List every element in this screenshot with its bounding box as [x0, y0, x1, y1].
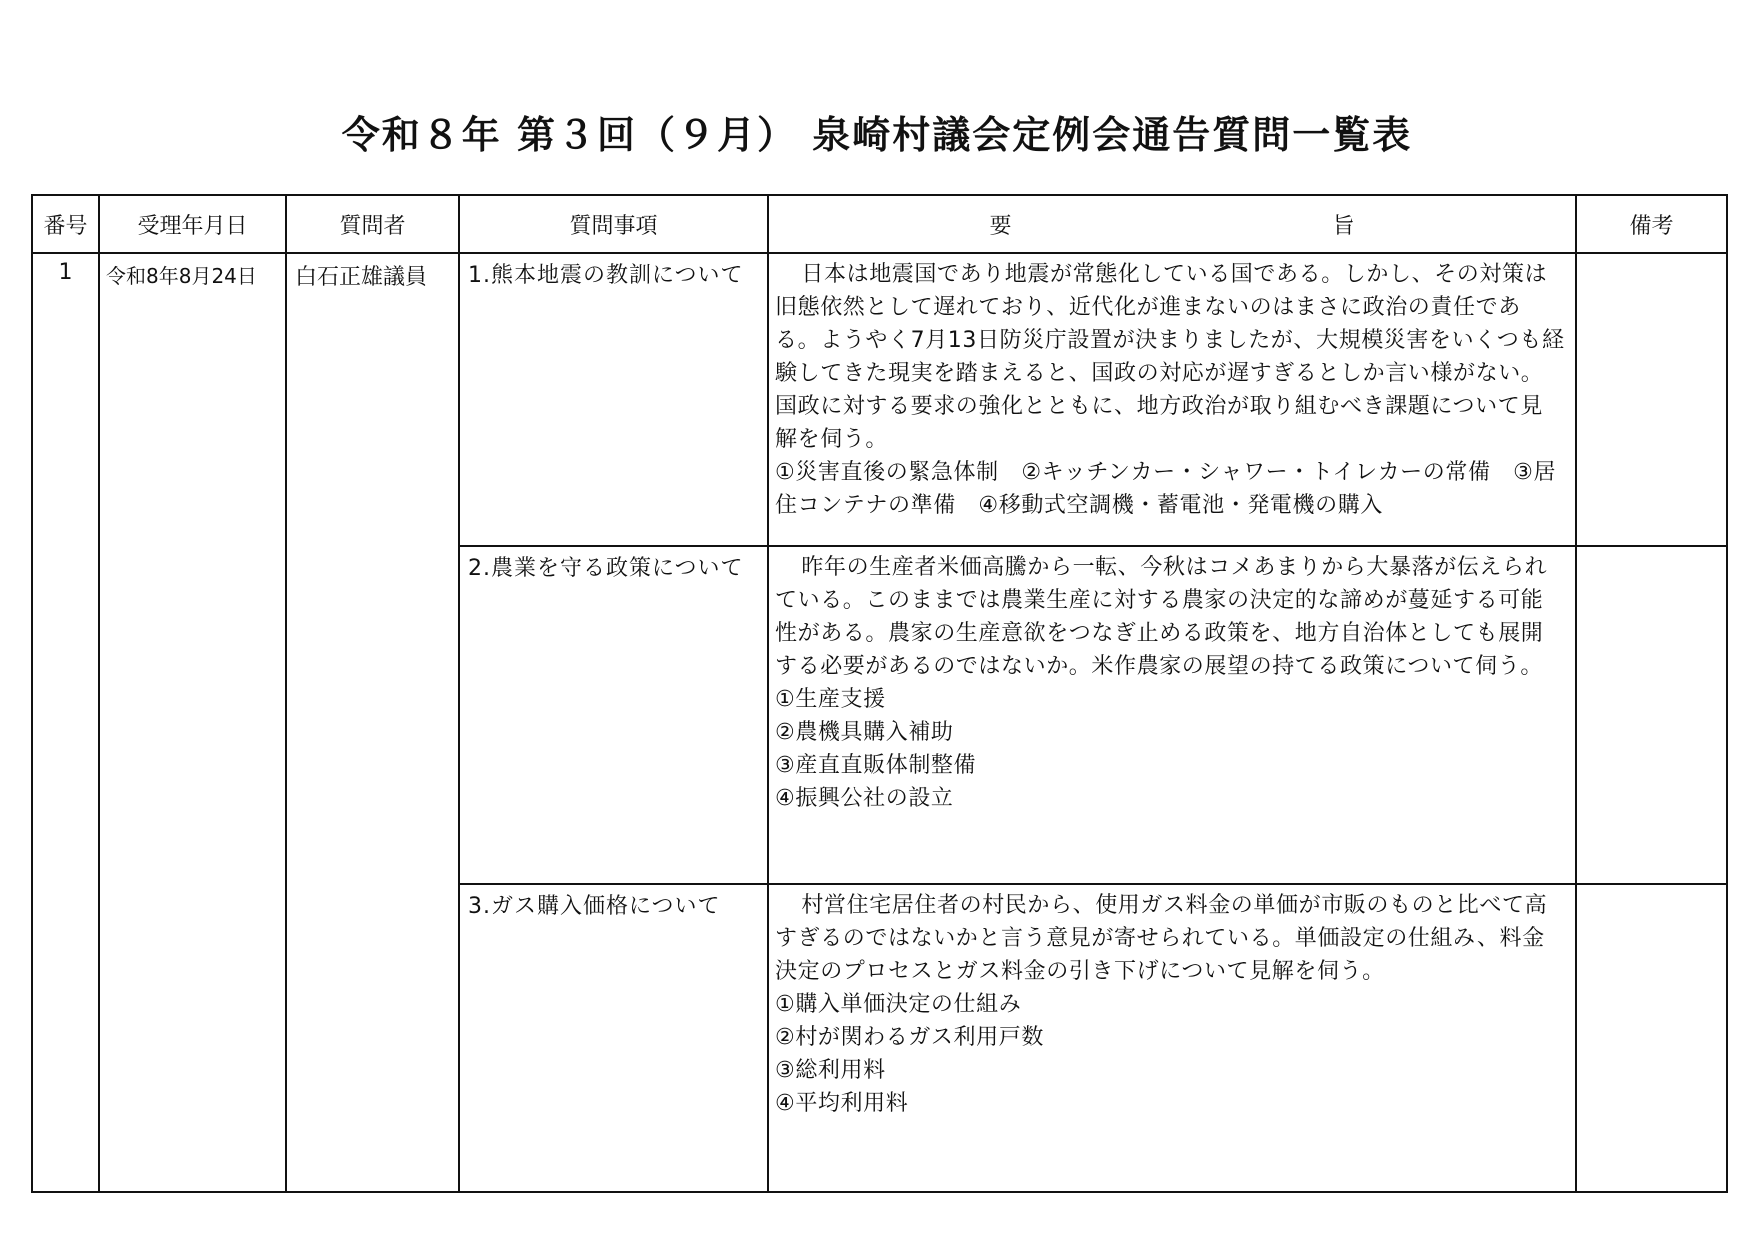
gist-subitem: ③総利用料 [775, 1058, 886, 1083]
header-number: 番号 [32, 195, 99, 253]
question-gist [768, 253, 1576, 546]
gist-subitem: ③産直直販体制整備 [775, 753, 977, 778]
table-row [32, 253, 1727, 546]
header-remarks: 備考 [1576, 195, 1727, 253]
gist-paragraph: 村営住宅居住者の村民から、使用ガス料金の単価が市販のものと比べて高すぎるのではないかと言う意見が寄せられている。単価設定の仕組み、料金決定のプロセスとガス料金の引き下げについて見解を伺う。 [775, 893, 1548, 984]
gist-subitem: ①生産支援 [775, 687, 886, 712]
gist-subitem: ①購入単価決定の仕組み [775, 992, 1022, 1017]
question-table [31, 194, 1728, 1193]
table-header-row [32, 195, 1727, 253]
page-title: 令和８年 第３回（９月） 泉崎村議会定例会通告質問一覧表 [341, 113, 1413, 157]
entry-number: 1 [32, 253, 99, 1192]
question-item: 2.農業を守る政策について [459, 546, 768, 884]
question-remarks [1576, 253, 1727, 546]
gist-subitem: ④振興公社の設立 [775, 786, 954, 811]
gist-paragraph: 日本は地震国であり地震が常態化している国である。しかし、その対策は旧態依然として遅れており、近代化が進まないのはまさに政治の責任である。ようやく7月13日防災庁設置が決まりましたが、大規模災害をいくつも経験してきた現実を踏まえると、国政の対応が遅すぎるとしか言い様がない。国政に対する要求の強化とともに、地方政治が取り組むべき課題について見解を伺う。 [775, 262, 1565, 452]
gist-subitem: ②農機具購入補助 [775, 720, 954, 745]
entry-received-date: 令和8年8月24日 [99, 253, 286, 1192]
header-questioner: 質問者 [286, 195, 459, 253]
question-gist [768, 884, 1576, 1192]
header-gist-right: 旨 [1332, 213, 1355, 239]
question-remarks [1576, 546, 1727, 884]
gist-subitems: ①災害直後の緊急体制 ②キッチンカー・シャワー・トイレカーの常備 ③居住コンテナの準備 ④移動式空調機・蓄電池・発電機の購入 [775, 460, 1557, 518]
question-gist [768, 546, 1576, 884]
header-question-item: 質問事項 [459, 195, 768, 253]
header-gist-left: 要 [989, 213, 1012, 239]
question-remarks [1576, 884, 1727, 1192]
header-gist [768, 195, 1576, 253]
question-item: 1.熊本地震の教訓について [459, 253, 768, 546]
header-received-date: 受理年月日 [99, 195, 286, 253]
entry-questioner: 白石正雄議員 [286, 253, 459, 1192]
gist-subitem: ②村が関わるガス利用戸数 [775, 1025, 1044, 1050]
gist-subitem: ④平均利用料 [775, 1091, 909, 1116]
question-item: 3.ガス購入価格について [459, 884, 768, 1192]
gist-paragraph: 昨年の生産者米価高騰から一転、今秋はコメあまりから大暴落が伝えられている。このままでは農業生産に対する農家の決定的な諦めが蔓延する可能性がある。農家の生産意欲をつなぎ止める政策を、地方自治体としても展開する必要があるのではないか。米作農家の展望の持てる政策について伺う。 [775, 555, 1548, 679]
